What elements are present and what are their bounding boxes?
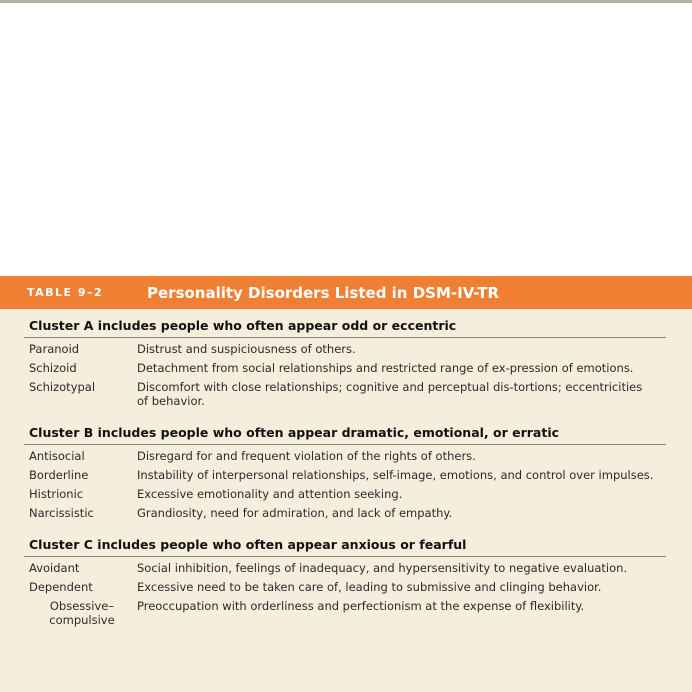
- cluster-a-heading: Cluster A includes people who often appear odd or eccentric: [24, 309, 666, 338]
- disorder-name: Antisocial: [29, 449, 85, 463]
- table-number: TABLE 9–2: [27, 286, 104, 299]
- cluster-a-rows: [0, 338, 692, 415]
- disorder-description: Distrust and suspiciousness of others.: [137, 342, 356, 356]
- disorder-name: Histrionic: [29, 487, 84, 501]
- disorder-description: Social inhibition, feelings of inadequacy, and hypersensitivity to negative evaluation.: [137, 561, 628, 575]
- cluster-c-rows: [0, 557, 692, 634]
- cluster-b-heading: Cluster B includes people who often appear dramatic, emotional, or erratic: [24, 415, 666, 445]
- table-row: [29, 506, 654, 520]
- cluster-c-heading: Cluster C includes people who often appear anxious or fearful: [24, 527, 666, 557]
- disorder-description: Disregard for and frequent violation of the rights of others.: [137, 449, 476, 463]
- disorder-name: Schizotypal: [29, 380, 96, 394]
- disorder-name: Obsessive–compulsive: [49, 599, 115, 627]
- disorder-name: Dependent: [29, 580, 93, 594]
- disorder-description: Excessive need to be taken care of, leading to submissive and clinging behavior.: [137, 580, 602, 594]
- table-header: [0, 276, 692, 309]
- disorder-name: Borderline: [29, 468, 89, 482]
- table-row: [29, 487, 654, 501]
- table-row: [29, 380, 654, 408]
- personality-disorders-table: [0, 276, 692, 692]
- disorder-description: Instability of interpersonal relationships, self-image, emotions, and control over impulses.: [137, 468, 654, 482]
- disorder-name: Paranoid: [29, 342, 80, 356]
- table-row: [29, 342, 654, 356]
- disorder-name: Schizoid: [29, 361, 77, 375]
- table-row: [29, 468, 654, 482]
- disorder-description: Detachment from social relationships and restricted range of ex-pression of emotions.: [137, 361, 634, 375]
- disorder-description: Grandiosity, need for admiration, and lack of empathy.: [137, 506, 453, 520]
- disorder-description: Discomfort with close relationships; cognitive and perceptual dis-tortions; eccentricities of behavior.: [137, 380, 643, 408]
- top-rule: [0, 0, 692, 3]
- table-row: [29, 599, 654, 627]
- table-row: [29, 561, 654, 575]
- table-row: [29, 580, 654, 594]
- disorder-description: Preoccupation with orderliness and perfectionism at the expense of flexibility.: [137, 599, 585, 613]
- disorder-name: Narcissistic: [29, 506, 94, 520]
- disorder-name: Avoidant: [29, 561, 80, 575]
- table-title: Personality Disorders Listed in DSM-IV-TR: [147, 283, 500, 302]
- table-row: [29, 449, 654, 463]
- cluster-b-rows: [0, 445, 692, 527]
- disorder-description: Excessive emotionality and attention seeking.: [137, 487, 403, 501]
- table-row: [29, 361, 654, 375]
